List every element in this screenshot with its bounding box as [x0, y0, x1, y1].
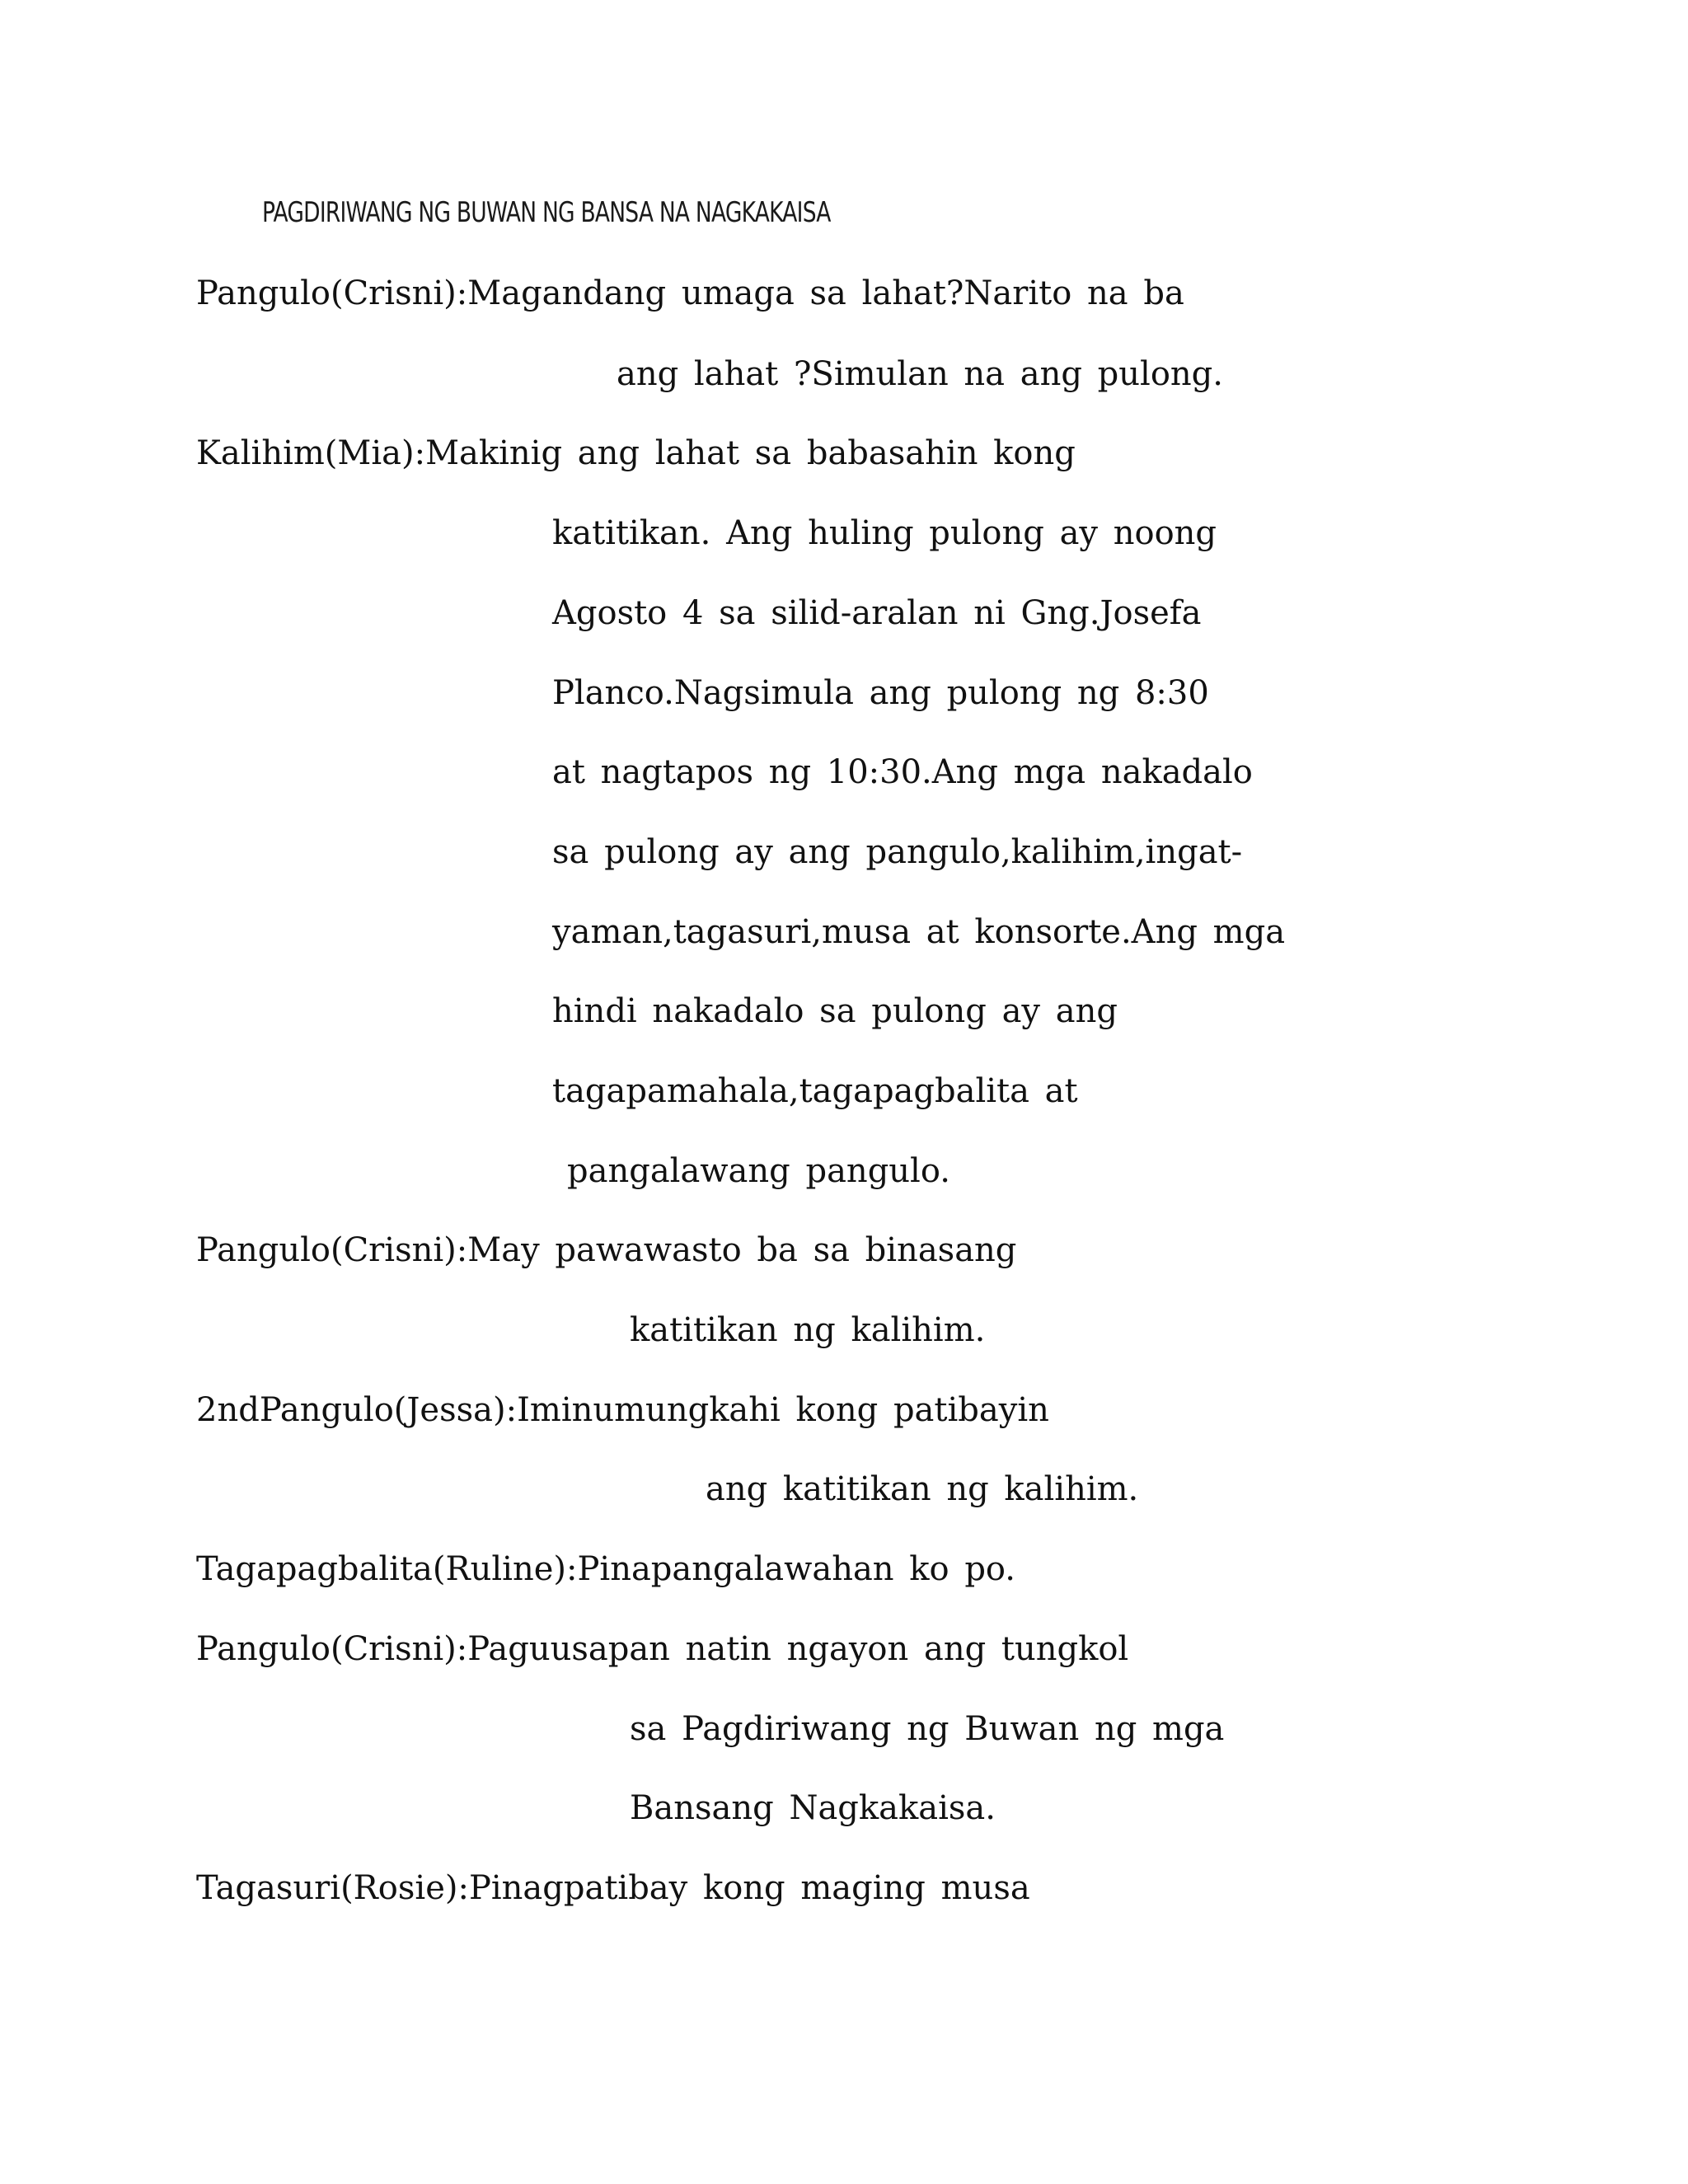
- text-line: Tagapagbalita(Ruline):Pinapangalawahan ko po.: [196, 1550, 1016, 1588]
- text-line: Pangulo(Crisni):Paguusapan natin ngayon ang tungkol: [196, 1630, 1129, 1668]
- text-line: sa pulong ay ang pangulo,kalihim,ingat-: [552, 833, 1243, 871]
- text-line: ang katitikan ng kalihim.: [706, 1470, 1139, 1508]
- text-line: Pangulo(Crisni):Magandang umaga sa lahat?Narito na ba: [196, 274, 1184, 312]
- text-line: ang lahat ?Simulan na ang pulong.: [617, 355, 1223, 393]
- text-line: Agosto 4 sa silid-aralan ni Gng.Josefa: [552, 594, 1202, 632]
- document-title: PAGDIRIWANG NG BUWAN NG BANSA NA NAGKAKAISA: [262, 196, 831, 229]
- text-line: 2ndPangulo(Jessa):Iminumungkahi kong patibayin: [196, 1391, 1049, 1429]
- text-line: hindi nakadalo sa pulong ay ang: [552, 992, 1118, 1030]
- text-line: Kalihim(Mia):Makinig ang lahat sa babasahin kong: [196, 434, 1076, 472]
- text-line: Bansang Nagkakaisa.: [630, 1789, 996, 1827]
- text-line: katitikan. Ang huling pulong ay noong: [552, 514, 1217, 552]
- text-line: Tagasuri(Rosie):Pinagpatibay kong maging musa: [196, 1869, 1030, 1907]
- text-line: Planco.Nagsimula ang pulong ng 8:30: [552, 674, 1209, 712]
- text-line: katitikan ng kalihim.: [630, 1311, 986, 1349]
- text-line: yaman,tagasuri,musa at konsorte.Ang mga: [552, 913, 1286, 951]
- text-line: Pangulo(Crisni):May pawawasto ba sa binasang: [196, 1231, 1017, 1269]
- text-line: at nagtapos ng 10:30.Ang mga nakadalo: [552, 753, 1253, 791]
- text-line: sa Pagdiriwang ng Buwan ng mga: [630, 1710, 1225, 1748]
- text-line: tagapamahala,tagapagbalita at: [552, 1072, 1078, 1110]
- text-line: pangalawang pangulo.: [567, 1152, 950, 1190]
